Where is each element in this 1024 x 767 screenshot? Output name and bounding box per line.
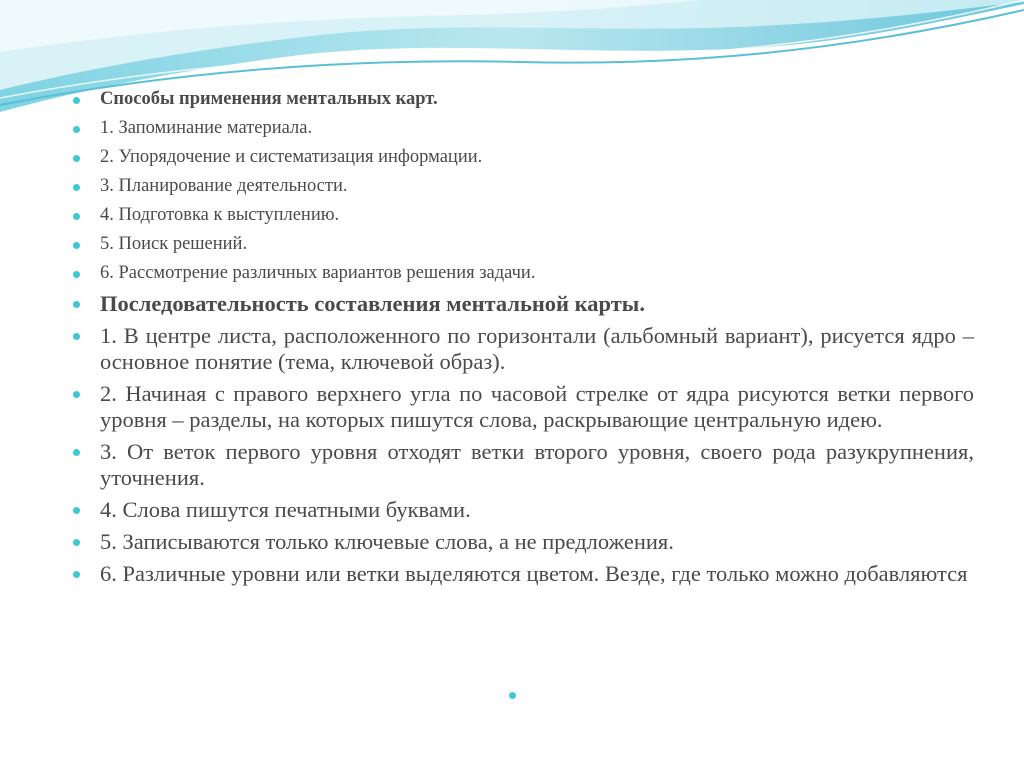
list-item: 6. Рассмотрение различных вариантов решения задачи. — [70, 262, 974, 285]
list-item: 4. Слова пишутся печатными буквами. — [70, 497, 974, 523]
list-item: 3. От веток первого уровня отходят ветки второго уровня, своего рода разукрупнения, уточнения. — [70, 439, 974, 491]
list-item: 5. Записываются только ключевые слова, а не предложения. — [70, 529, 974, 555]
list-item: 3. Планирование деятельности. — [70, 175, 974, 198]
list-item: 4. Подготовка к выступлению. — [70, 204, 974, 227]
list-item: 1. В центре листа, расположенного по горизонтали (альбомный вариант), рисуется ядро – основное понятие (тема, ключевой образ). — [70, 323, 974, 375]
list-item: 1. Запоминание материала. — [70, 117, 974, 140]
list-item: 6. Различные уровни или ветки выделяются цветом. Везде, где только можно добавляются — [70, 561, 974, 587]
section1-heading: Способы применения ментальных карт. — [70, 88, 974, 111]
list-item: 5. Поиск решений. — [70, 233, 974, 256]
section2-heading: Последовательность составления ментальной карты. — [70, 291, 974, 317]
slide-content — [70, 88, 974, 587]
list-item: 2. Упорядочение и систематизация информации. — [70, 146, 974, 169]
empty-bullet-dot — [509, 692, 516, 699]
list-item: 2. Начиная с правого верхнего угла по часовой стрелке от ядра рисуются ветки первого уровня – разделы, на которых пишутся слова, раскрывающие центральную идею. — [70, 381, 974, 433]
